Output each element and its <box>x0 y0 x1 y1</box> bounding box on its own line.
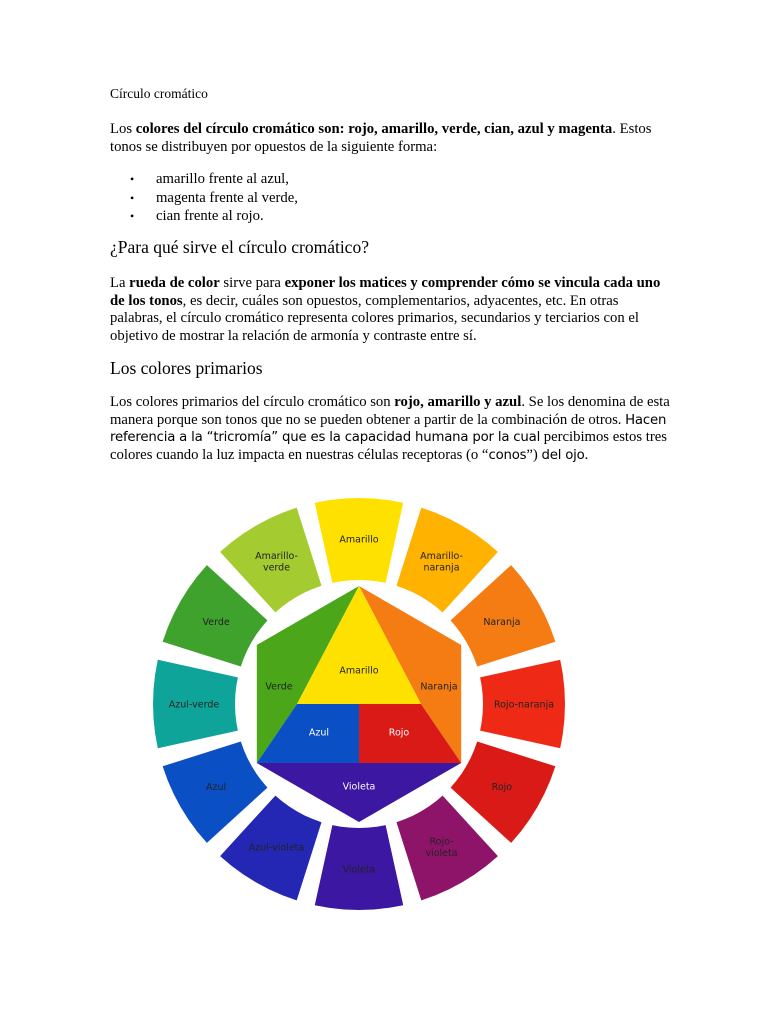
wheel-label-violeta: Violeta <box>342 864 376 876</box>
wheel-label-verde: Verde <box>202 617 230 628</box>
bold-text: rojo, amarillo y azul <box>394 394 522 410</box>
list-item: • amarillo frente al azul, <box>110 170 298 189</box>
handwritten-text: conos <box>488 447 527 463</box>
wheel-label-amarillo: Amarillo <box>339 534 379 546</box>
intro-text-end: . Estos tonos se distribuyen por opuestos de la siguiente forma: <box>110 121 652 155</box>
text: . <box>584 446 589 463</box>
color-wheel <box>141 498 581 918</box>
section-heading-purpose: ¿Para qué sirve el círculo cromático? <box>110 237 369 257</box>
inner-label-verde: Verde <box>265 681 293 693</box>
list-item: • cian frente al rojo. <box>110 207 298 226</box>
intro-text: Los <box>110 121 136 137</box>
wheel-label-amarillo-verde: Amarillo-verde <box>255 550 298 574</box>
wheel-label-azul-violeta: Azul-violeta <box>248 842 305 854</box>
text: sirve para <box>219 275 285 291</box>
inner-label-naranja: Naranja <box>420 681 458 693</box>
inner-label-amarillo: Amarillo <box>339 665 379 677</box>
handwritten-text: Hacen referencia a la “tricromía” que es la capacidad humana por la cual <box>110 412 667 445</box>
text: ”) <box>526 446 542 463</box>
wheel-label-rojo-naranja: Rojo-naranja <box>493 699 555 711</box>
text: , es decir, cuáles son opuestos, complementarios, adyacentes, etc. En otras palabras, el círculo cromático representa colores primarios, secundarios y terciarios con el objetivo de mostrar la relación de armonía y contraste entre sí. <box>110 292 639 344</box>
wheel-label-amarillo-naranja: Amarillo-naranja <box>420 550 463 574</box>
text: La <box>110 275 130 291</box>
section-heading-primary-colors: Los colores primarios <box>110 358 263 378</box>
wheel-label-rojo: Rojo <box>491 782 513 793</box>
intro-paragraph <box>110 121 670 156</box>
bold-text: rueda de color <box>129 275 220 291</box>
wheel-label-naranja: Naranja <box>483 617 521 628</box>
handwritten-text: del ojo <box>541 447 585 463</box>
text: . Se los denomina de esta manera porque son tonos que no se pueden obtener a partir de la combinación de otros. <box>110 394 670 428</box>
document-title: Círculo cromático <box>110 86 208 101</box>
wheel-label-azul-verde: Azul-verde <box>168 699 220 711</box>
opposites-list <box>110 170 298 226</box>
wheel-label-rojo-violeta: Rojo-violeta <box>425 836 458 860</box>
bold-text: exponer los matices y comprender cómo se vincula cada uno de los tonos <box>110 275 661 309</box>
purpose-paragraph <box>110 275 670 345</box>
intro-bold: colores del círculo cromático son: rojo, amarillo, verde, cian, azul y magenta <box>135 121 613 137</box>
text: percibimos estos tres colores cuando la luz impacta en nuestras células receptoras (o “ <box>110 429 667 463</box>
inner-label-rojo: Rojo <box>388 727 410 739</box>
list-item: • magenta frente al verde, <box>110 189 298 208</box>
primary-colors-paragraph <box>110 394 670 464</box>
inner-hexagon <box>257 586 461 822</box>
wheel-label-azul: Azul <box>206 782 227 793</box>
inner-label-azul: Azul <box>308 727 330 739</box>
text: Los colores primarios del círculo cromático son <box>110 394 395 410</box>
inner-label-violeta: Violeta <box>342 781 376 793</box>
